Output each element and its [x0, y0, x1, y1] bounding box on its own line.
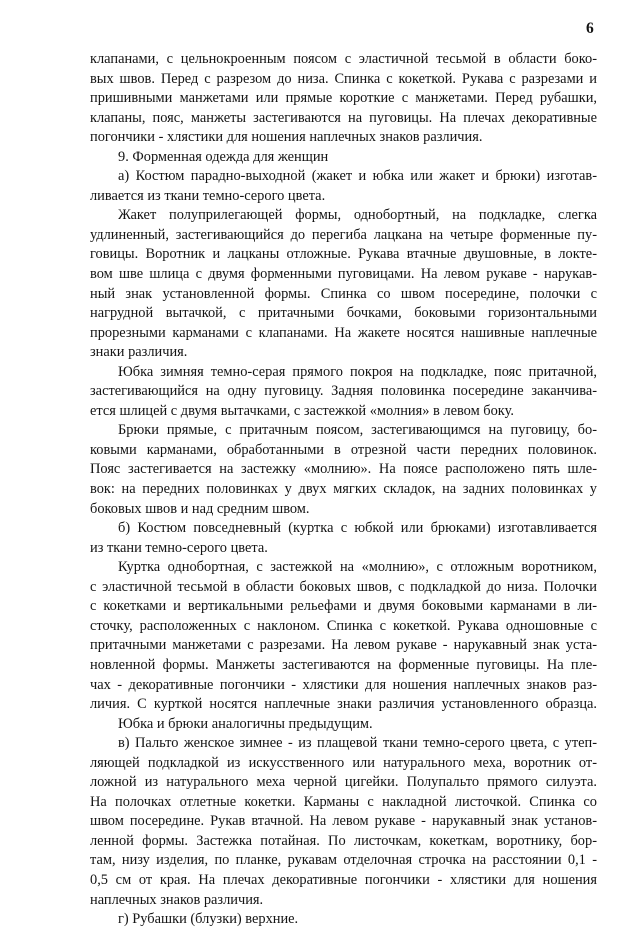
- text-line: пришивными манжетами или прямые короткие с манжетами. Перед рубашки,: [90, 90, 597, 107]
- text-line: Жакет полуприлегающей формы, однобортный, на подкладке, слегка: [118, 207, 597, 224]
- text-line: личия. С курткой носятся наплечные знаки различия установленного образца.: [90, 696, 597, 713]
- text-line: б) Костюм повседневный (куртка с юбкой или брюками) изготавливается: [118, 520, 597, 537]
- text-line: клапаны, пояс, манжеты застегиваются на пуговицы. На плечах декоративные: [90, 109, 597, 126]
- text-line: нагрудной вытачкой, с притачными бочками, боковыми горизонтальными: [90, 305, 597, 322]
- text-line: Брюки прямые, с притачным поясом, застегивающимся на пуговицу, бо-: [118, 422, 597, 439]
- text-line: ляющей подкладкой из искусственного или натурального меха, воротник от-: [90, 754, 597, 771]
- text-line: ется шлицей с двумя вытачками, с застежкой «молния» в левом боку.: [90, 402, 514, 419]
- text-line: прорезными карманами с клапанами. На жакете носятся нашивные наплечные: [90, 324, 597, 341]
- text-line: вых швов. Перед с разрезом до низа. Спинка с кокеткой. Рукава с разрезами и: [90, 70, 597, 87]
- text-line: 0,5 см от края. На плечах декоративные погончики - хлястики для ношения: [90, 871, 597, 888]
- text-line: швом посередине. Рукав втачной. На левом рукаве - нарукавный знак установ-: [90, 813, 597, 830]
- text-line: погончики - хлястики для ношения наплечных знаков различия.: [90, 129, 483, 146]
- page-number: 6: [586, 20, 594, 37]
- text-line: На полочках отлетные кокетки. Карманы с накладной листочкой. Спинка со: [90, 793, 597, 810]
- text-line: из ткани темно-серого цвета.: [90, 539, 268, 556]
- text-line: застегивающийся на одну пуговицу. Задняя половинка посередине заканчива-: [90, 383, 597, 400]
- text-line: ковыми карманами, обработанными в отрезной части передних половинок.: [90, 441, 597, 458]
- text-line: а) Костюм парадно-выходной (жакет и юбка или жакет и брюки) изготав-: [118, 168, 597, 185]
- text-line: ливается из ткани темно-серого цвета.: [90, 187, 326, 204]
- text-line: клапанами, с цельнокроенным поясом с эластичной тесьмой в области боко-: [90, 51, 597, 67]
- text-line: с кокетками и вертикальными рельефами и двумя боковыми карманами в ли-: [90, 598, 597, 615]
- text-line: там, низу изделия, по планке, рукавам отделочная строчка на расстоянии 0,1 -: [90, 852, 597, 869]
- section-heading: 9. Форменная одежда для женщин: [118, 148, 329, 165]
- text-line: Пояс застегивается на застежку «молнию». На поясе расположено пять шле-: [90, 461, 597, 478]
- text-line: притачными манжетами с разрезами. На левом рукаве - нарукавный знак уста-: [90, 637, 597, 654]
- text-line: боковых швов и над средним швом.: [90, 500, 310, 517]
- text-line: сточку, расположенных с наклоном. Спинка с кокеткой. Рукава одношовные с: [90, 617, 597, 634]
- text-line: чах - декоративные погончики - хлястики для ношения наплечных знаков раз-: [90, 676, 597, 693]
- text-line: в) Пальто женское зимнее - из плащевой ткани темно-серого цвета, с утеп-: [118, 735, 597, 752]
- body-text: [90, 50, 597, 930]
- text-line: Юбка и брюки аналогичны предыдущим.: [118, 715, 373, 732]
- text-line: с эластичной тесьмой в области боковых швов, с подкладкой до низа. Полочки: [90, 578, 597, 595]
- text-line: вок: на передних половинках у двух мягких складок, на задних половинках у: [90, 481, 597, 498]
- text-line: новленной формы. Манжеты застегиваются на форменные пуговицы. На пле-: [90, 656, 597, 673]
- text-line: вом шве шлица с двумя форменными пуговицами. На левом рукаве - нарукав-: [90, 266, 597, 283]
- text-line: Куртка однобортная, с застежкой на «молнию», с отложным воротником,: [118, 559, 597, 576]
- text-line: Юбка зимняя темно-серая прямого покроя на подкладке, пояс притачной,: [118, 363, 597, 380]
- text-line: знаки различия.: [90, 344, 188, 361]
- text-line: наплечных знаков различия.: [90, 891, 264, 908]
- text-line: ленной формы. Застежка потайная. По листочкам, кокеткам, воротнику, бор-: [90, 832, 597, 849]
- text-line: говицы. Воротник и лацканы отложные. Рукава втачные двушовные, в локте-: [90, 246, 597, 263]
- text-line: г) Рубашки (блузки) верхние.: [118, 911, 299, 928]
- text-line: ный знак установленной формы. Спинка со швом посередине, полочки с: [90, 285, 597, 302]
- text-line: ложной из натурального меха черной цигейки. Полупальто прямого силуэта.: [90, 774, 597, 791]
- text-line: удлиненный, застегивающийся до перегиба лацкана на четыре форменные пу-: [90, 226, 597, 243]
